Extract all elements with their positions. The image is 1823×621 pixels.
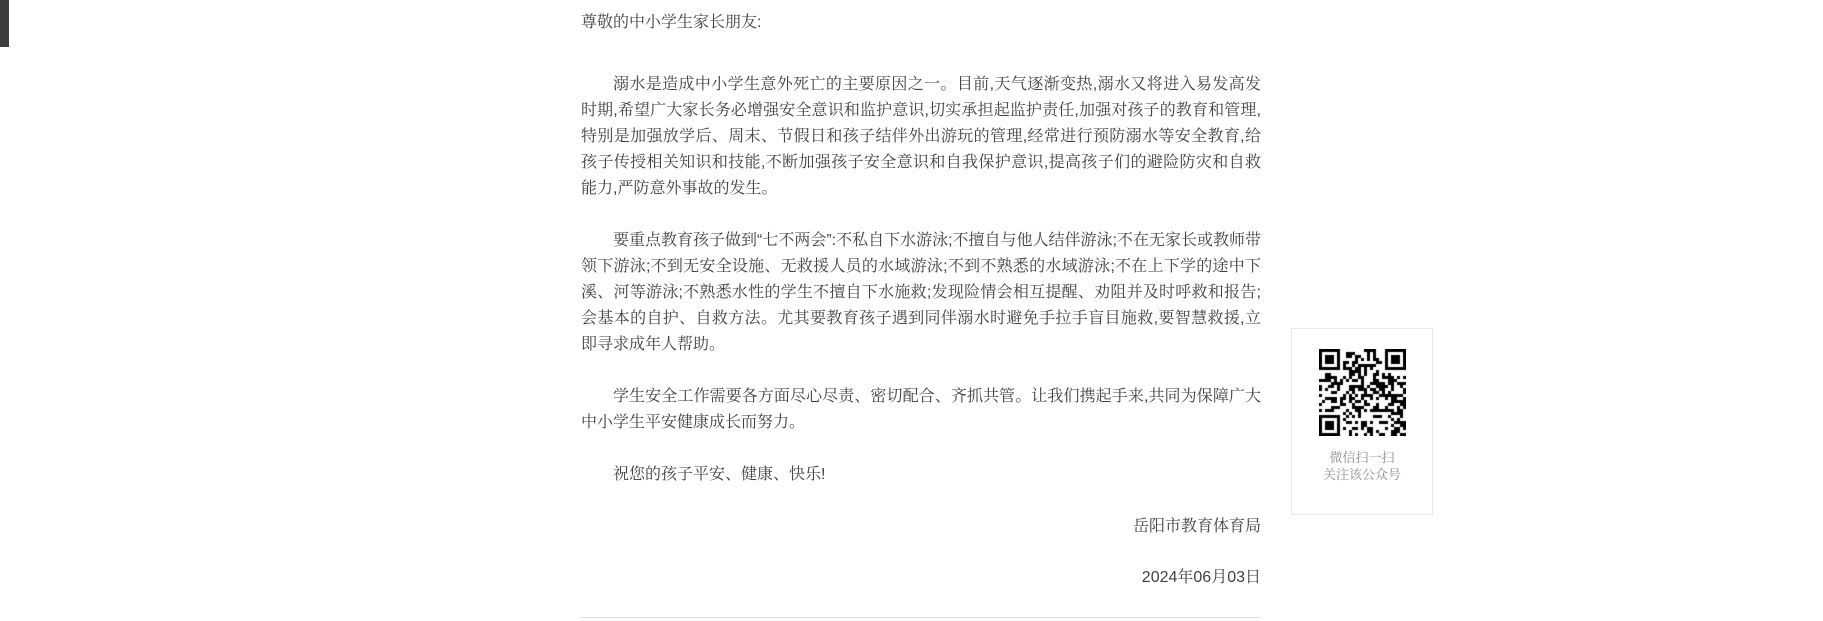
qr-caption-scan: 微信扫一扫 [1329,450,1395,465]
salutation: 尊敬的中小学生家长朋友: [581,14,762,31]
notice-paragraph: 学生安全工作需要各方面尽心尽责、密切配合、齐抓共管。让我们携起手来,共同为保障广大中小学生平安健康成长而努力。 [581,388,1261,431]
wechat-qr-card [1291,328,1433,515]
qr-caption-follow: 关注该公众号 [1322,467,1401,482]
bottom-divider [581,617,1261,618]
signature: 岳阳市教育体育局 [1132,518,1261,535]
window-edge-artifact [0,0,9,47]
notice-date: 2024年06月03日 [1141,569,1261,586]
notice-paragraph: 要重点教育孩子做到“七不两会”:不私自下水游泳;不擅自与他人结伴游泳;不在无家长或教师带领下游泳;不到无安全设施、无救援人员的水域游泳;不到不熟悉的水域游泳;不在上下学的途中下溪、河等游泳;不熟悉水性的学生不擅自下水施救;发现险情会相互提醒、劝阻并及时呼救和报告;会基本的自护、自救方法。尤其要教育孩子遇到同伴溺水时避免手拉手盲目施救,要智慧救援,立即寻求成年人帮助。 [581,232,1261,353]
notice-paragraph: 溺水是造成中小学生意外死亡的主要原因之一。目前,天气逐渐变热,溺水又将进入易发高发时期,希望广大家长务必增强安全意识和监护意识,切实承担起监护责任,加强对孩子的教育和管理,特别是加强放学后、周末、节假日和孩子结伴外出游玩的管理,经常进行预防溺水等安全教育,给孩子传授相关知识和技能,不断加强孩子安全意识和自我保护意识,提高孩子们的避险防灾和自救能力,严防意外事故的发生。 [581,76,1261,197]
qr-code[interactable] [1319,349,1406,436]
notice-body [581,10,1261,591]
closing-wish: 祝您的孩子平安、健康、快乐! [613,466,826,483]
